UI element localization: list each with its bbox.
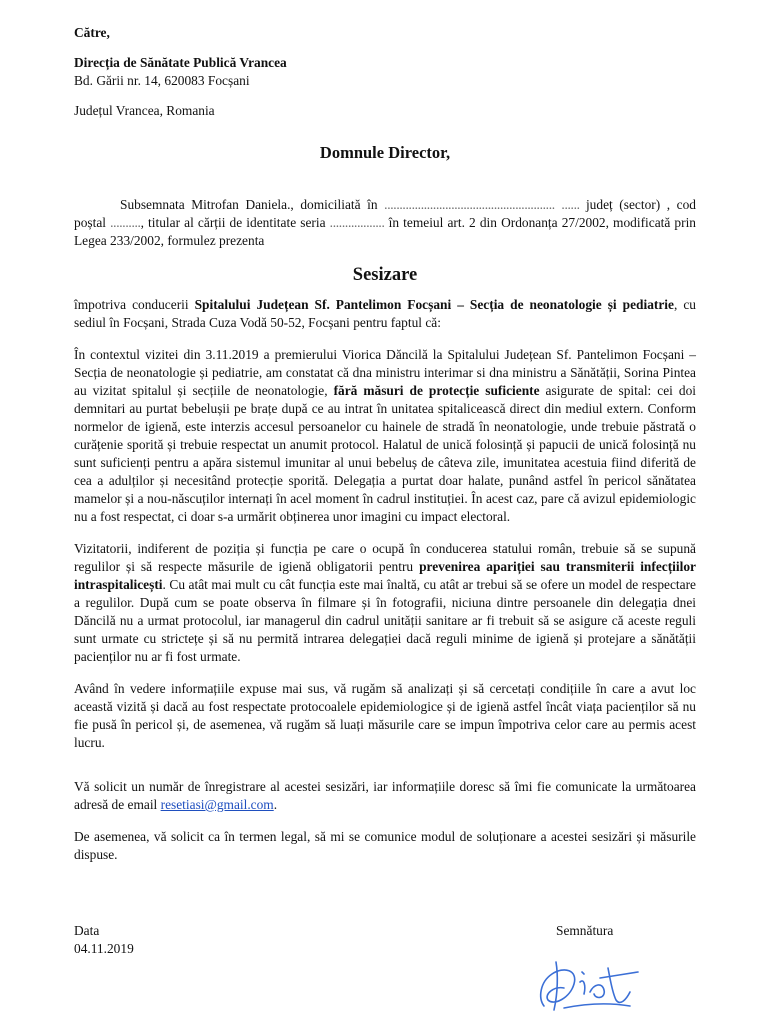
recipient-address-block: [74, 24, 696, 120]
intro-text-2: județ (sector) , cod poștal: [74, 197, 696, 230]
signature-block: [556, 922, 613, 940]
signature-label: Semnătura: [556, 923, 614, 938]
paragraph-visitors-text-b: . Cu atât mai mult cu cât funcția este mai înaltă, cu atât ar trebui să se ofere un model de respectare a regulilor. După cum se poate observa în filmare și în fotografii, niciuna dintre persoanele din delegația dnei Dăncilă nu a urmat protocolul, iar managerul din cadrul unității sanitare ar fi trebuit să se asigure că aceste reguli sunt urmate cu strictețe și să nu permită intrarea delegației dacă reguli minime de igienă și protejare a sănătății pacienților nu ar fi fost urmate.: [74, 577, 696, 664]
redacted-apartment: ......: [561, 197, 586, 212]
recipient-street-address: Bd. Gării nr. 14, 620083 Focșani: [74, 73, 250, 88]
intro-paragraph: [74, 196, 696, 250]
document-page: [74, 24, 696, 864]
against-prefix: împotriva conducerii: [74, 297, 195, 312]
intro-text-1: Subsemnata Mitrofan Daniela., domiciliată în: [120, 197, 385, 212]
document-footer: [74, 922, 696, 1012]
paragraph-visitors: [74, 540, 696, 666]
intro-text-3: , titular al cărții de identitate seria: [140, 215, 330, 230]
date-value: 04.11.2019: [74, 941, 134, 956]
paragraph-context-bold: fără măsuri de protecție suficiente: [333, 383, 540, 398]
paragraph-context-text-b: asigurate de spital: cei doi demnitari au purtat bebelușii pe brațe după ce au intrat în unitatea spitalicească direct din mediul extern. Conform normelor de igienă, este interzis accesul persoanelor cu hainele de stradă în neonatologie, unde trebuie păstrată o curățenie sporită și trebuie respectat un anumit protocol. Halatul de unică folosință și papucii de unică folosință nu sunt suficienți pentru a apăra sistemul imunitar al unui bebeluș de câteva zile, imunitatea acestuia fiind diferită de cea a adulților și necesitând protecție sporită. Delegația a purtat doar halate, punând astfel în pericol sănătatea mamelor și a nou-născuților internați în acel moment în cadrul instituției. În acest caz, pare că avizul epidemiologic nu a fost respectat, ci doar s-a urmărit obținerea unor imagini cu impact electoral.: [74, 383, 696, 524]
paragraph-request: Având în vedere informațiile expuse mai sus, vă rugăm să analizați și să cercetați condițiile în care a avut loc această vizită și dacă au fost respectate protocoalele epidemiologice și de igienă astfel încât viața pacienților să nu fie pusă în pericol și, de asemenea, vă rugăm să luați măsurile care se impun împotriva celor care au permis acest lucru.: [74, 681, 696, 750]
date-label: Data: [74, 923, 100, 938]
hospital-name: Spitalului Județean Sf. Pantelimon Focșani – Secția de neonatologie și pediatrie: [194, 297, 674, 312]
paragraph-legal-term: De asemenea, vă solicit ca în termen legal, să mi se comunice modul de soluționare a acestei sesizări și măsurile dispuse.: [74, 829, 696, 862]
paragraph-registration-text-a: Vă solicit un număr de înregistrare al acestei sesizări, iar informațiile doresc să îmi fie comunicate la următoarea adresă de email: [74, 779, 696, 812]
paragraph-context-text-a: În contextul vizitei din 3.11.2019 a premierului Viorica Dăncilă la Spitalului Județean Sf. Pantelimon Focșani – Secția de neonatologie și pediatrie, am constatat că dna ministru interimar si dna ministru a Sănătății, Sorina Pintea au vizitat spitalul și secțiile de neonatologie,: [74, 347, 696, 398]
greeting-heading: Domnule Director,: [319, 143, 451, 162]
paragraph-registration: [74, 778, 696, 814]
document-title: Sesizare: [352, 265, 418, 285]
handwritten-signature: [534, 948, 644, 1016]
paragraph-registration-text-b: .: [273, 797, 278, 812]
paragraph-visitors-text-a: Vizitatorii, indiferent de poziția și funcția pe care o ocupă în conducerea statului român, trebuie să se supună regulilor și să respecte măsurile de igienă obligatorii pentru: [74, 541, 696, 574]
date-block: [74, 922, 134, 958]
intro-text-4: în temeiul art. 2 din Ordonanța 27/2002, modificată prin Legea 233/2002, formulez prezenta: [74, 215, 697, 248]
paragraph-visitors-bold: prevenirea apariției sau transmiterii infecțiilor intraspitalicești: [74, 559, 696, 592]
email-link[interactable]: resetiasi@gmail.com: [160, 797, 274, 812]
redacted-id-series: ..................: [329, 215, 385, 230]
redacted-address: ........................................................: [384, 197, 555, 212]
redacted-postal-code: ..........: [110, 215, 141, 230]
against-suffix: , cu sediul în Focșani, Strada Cuza Vodă 50-52, Focșani pentru faptul că:: [74, 297, 696, 330]
recipient-salutation: Către,: [74, 25, 110, 40]
recipient-institution: Direcția de Sănătate Publică Vrancea: [74, 55, 287, 70]
paragraph-context: [74, 346, 696, 526]
against-paragraph: [74, 296, 696, 332]
recipient-county: Județul Vrancea, Romania: [74, 103, 215, 118]
